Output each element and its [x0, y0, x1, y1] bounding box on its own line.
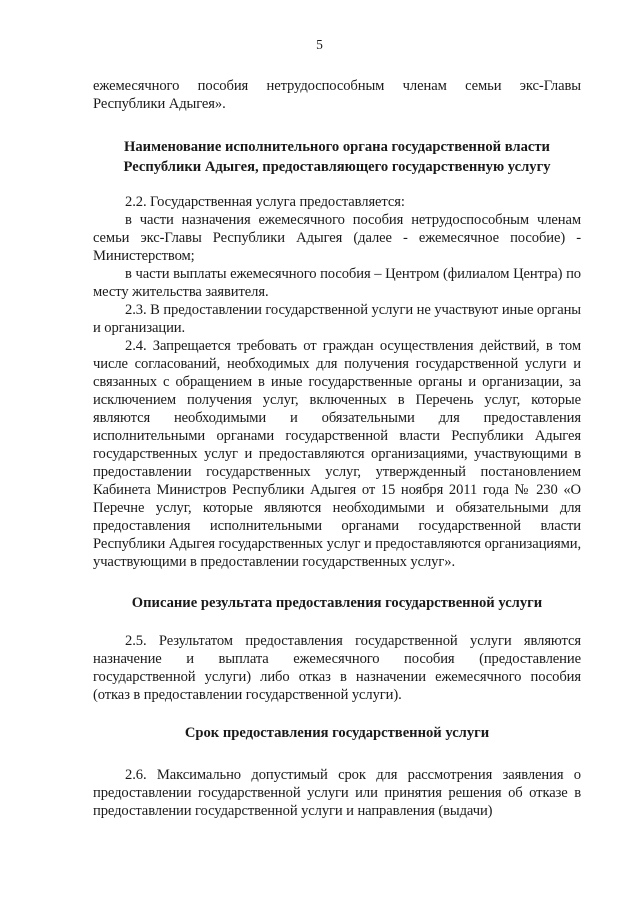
- section-2-body: [93, 632, 581, 704]
- intro-paragraph-block: [93, 77, 581, 113]
- section-1-heading-line-1: Наименование исполнительного органа государственной власти: [124, 139, 550, 155]
- section-2-heading-text: Описание результата предоставления государственной услуги: [131, 595, 543, 611]
- paragraph-2-3: 2.3. В предоставлении государственной услуги не участвуют иные органы и организации.: [93, 302, 581, 336]
- section-1-body: [93, 193, 581, 571]
- page-number: 5: [316, 37, 323, 52]
- section-3-body: [93, 766, 581, 820]
- paragraph-2-2-center: в части выплаты ежемесячного пособия – Центром (филиалом Центра) по месту жительства заявителя.: [93, 266, 581, 300]
- paragraph-2-5: 2.5. Результатом предоставления государственной услуги являются назначение и выплата ежемесячного пособия (предоставление государственной услуги) либо отказ в назначении ежемесячного пособия (отказ в предоставлении государственной услуги).: [93, 633, 581, 703]
- paragraph-2-2: 2.2. Государственная услуга предоставляется:: [125, 194, 405, 210]
- section-1-heading: [93, 137, 581, 177]
- section-3-heading-text: Срок предоставления государственной услуги: [184, 725, 490, 741]
- paragraph-2-4: 2.4. Запрещается требовать от граждан осуществления действий, в том числе согласований, необходимых для получения государственной услуги и связанных с обращением в иные государственные органы и организации, за исключением получения услуг, включенных в Перечень услуг, которые являются необходимыми и обязательными для предоставления исполнительными органами государственной власти Республики Адыгея государственных услуг и предоставляются организациями, участвующими в предоставлении государственных услуг, утвержденный постановлением Кабинета Министров Республики Адыгея от 15 ноября 2011 года № 230 «О Перечне услуг, которые являются необходимыми и обязательными для предоставления исполнительными органами государственной власти Республики Адыгея государственных услуг и предоставляются организациями, участвующими в предоставлении государственных услуг».: [93, 338, 581, 570]
- intro-paragraph: ежемесячного пособия нетрудоспособным членам семьи экс-Главы Республики Адыгея».: [93, 78, 581, 112]
- section-3-heading: [93, 723, 581, 743]
- paragraph-2-6: 2.6. Максимально допустимый срок для рассмотрения заявления о предоставлении государственной услуги или принятия решения об отказе в предоставлении государственной услуги и направления (выдачи): [93, 767, 581, 819]
- paragraph-2-2-ministry: в части назначения ежемесячного пособия нетрудоспособным членам семьи экс-Главы Республики Адыгея (далее - ежемесячное пособие) - Министерством;: [93, 212, 581, 264]
- section-2-heading: [93, 593, 581, 613]
- section-1-heading-line-2: Республики Адыгея, предоставляющего государственную услугу: [123, 159, 551, 175]
